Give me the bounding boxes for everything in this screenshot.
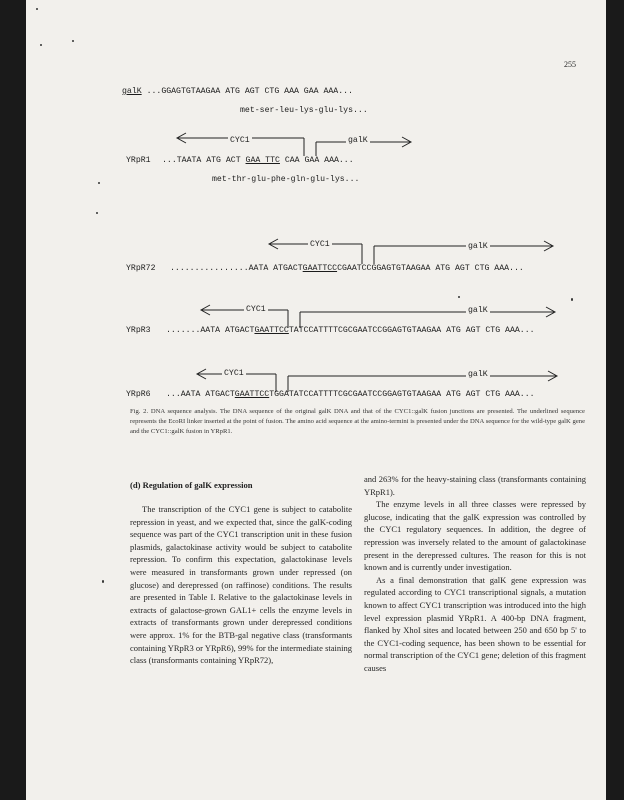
scan-speck [96, 212, 98, 214]
yrpr72-label: YRpR72 [126, 264, 156, 273]
yrpr6-galk-label: galK [468, 370, 488, 379]
scan-speck [72, 40, 74, 42]
galk-amino-acids: met-ser-leu-lys-glu-lys... [240, 106, 368, 115]
yrpr1-galk-label: galK [348, 136, 368, 145]
yrpr72-ecori-linker: GAATTCC [302, 264, 338, 273]
figure-caption: Fig. 2. DNA sequence analysis. The DNA sequence of the original galK DNA and that of the CYC1::galK fusion junctions are presented. The underlined sequence represents the EcoRI linker inserted at the point of fusion. The amino acid sequence at the amino-termini is presented under the DNA sequence for the wild-type galK gene and the CYC1::galK fusion in YRpR1. [130, 408, 585, 435]
journal-page [26, 0, 606, 800]
yrpr6-ecori-linker: GAATTCC [234, 390, 270, 399]
right-column [364, 473, 586, 675]
galk-sequence: ...GGAGTGTAAGAA ATG AGT CTG AAA GAA AAA... [146, 87, 353, 96]
page-number: 255 [564, 60, 576, 69]
galk-label: galK [122, 87, 142, 96]
scan-speck [36, 8, 38, 10]
yrpr1-ecori-linker: GAA TTC [245, 156, 280, 165]
right-paragraph: and 263% for the heavy-staining class (transformants containing YRpR1). [364, 474, 586, 497]
yrpr6-sequence: ...AATA ATGACTGAATTCCTGGATATCCATTTTCGCGAATCCGGAGTGTAAGAA ATG AGT CTG AAA... [166, 390, 535, 399]
left-paragraph: The transcription of the CYC1 gene is subject to catabolite repression in yeast, and we expected that, since the galK-coding sequence was part of the CYC1 transcription unit in these fusion plasmids, galactokinase activity would be subject to catabolite repression. To confirm this expectation, galactokinase levels were measured in transformants grown under repressed (on glucose) and derepressed (on raffinose) conditions. The results are presented in Table I. Relative to the galactokinase levels in extracts of galactose-grown GAL1+ cells the enzyme levels in extracts of transformants grown under derepressed conditions were approx. 1% for the BTB-gal negative class (transformants containing YRpR3 or YRpR6), 99% for the intermediate staining class (transformants containing YRpR72), [130, 504, 352, 666]
scan-speck [40, 44, 42, 46]
yrpr72-galk-label: galK [468, 242, 488, 251]
yrpr3-ecori-linker: GAATTCC [254, 326, 289, 335]
scan-speck [98, 182, 100, 184]
section-heading: (d) Regulation of galK expression [130, 480, 253, 490]
yrpr3-label: YRpR3 [126, 326, 151, 335]
yrpr3-galk-label: galK [468, 306, 488, 315]
galk-sequence-line [122, 87, 353, 96]
yrpr72-sequence: ................AATA ATGACTGAATTCCCGAATCCGGAGTGTAAGAA ATG AGT CTG AAA... [170, 264, 524, 273]
left-column [130, 503, 352, 667]
yrpr1-amino-acids: met-thr-glu-phe-gln-glu-lys... [212, 175, 360, 184]
yrpr6-label: YRpR6 [126, 390, 151, 399]
yrpr3-sequence: .......AATA ATGACTGAATTCCTATCCATTTTCGCGAATCCGGAGTGTAAGAA ATG AGT CTG AAA... [166, 326, 535, 335]
yrpr1-cyc1-label: CYC1 [230, 136, 250, 145]
scan-speck [102, 580, 104, 583]
yrpr72-cyc1-label: CYC1 [310, 240, 330, 249]
yrpr6-cyc1-label: CYC1 [224, 369, 244, 378]
yrpr1-sequence: ...TAATA ATG ACT GAA TTC CAA GAA AAA... [162, 156, 354, 165]
right-paragraph: The enzyme levels in all three classes were repressed by glucose, indicating that the galK expression was controlled by the CYC1 regulatory sequences. In addition, the degree of repression was inversely related to the amount of galactokinase present in the derepressed cultures. The reason for this is not known and is currently under investigation. [364, 499, 586, 573]
scan-speck [571, 298, 573, 301]
scan-speck [458, 296, 460, 298]
right-paragraph: As a final demonstration that galK gene expression was regulated according to CYC1 transcriptional signals, a mutation known to affect CYC1 transcription was introduced into the high level expression plasmid YRpR1. A 400-bp DNA fragment, flanked by XhoI sites and located between 250 and 650 bp 5' to the CYC1-coding sequence, has been shown to be essential for normal transcription of the CYC1 gene; deletion of this fragment causes [364, 574, 586, 673]
yrpr3-cyc1-label: CYC1 [246, 305, 266, 314]
yrpr1-label: YRpR1 [126, 156, 151, 165]
